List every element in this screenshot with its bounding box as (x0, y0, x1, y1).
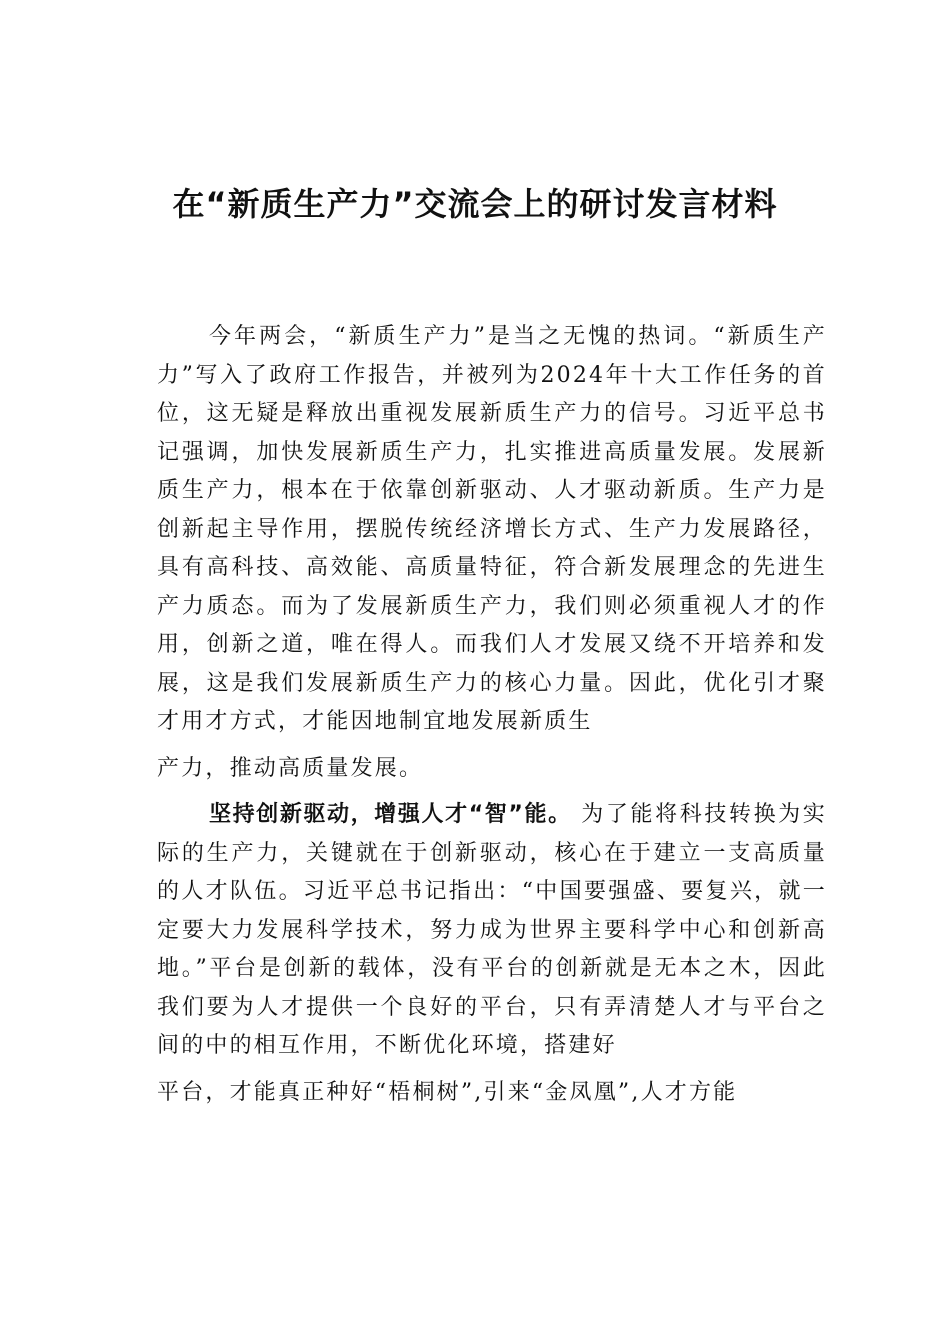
paragraph-innovation-text: 为了能将科技转换为实际的生产力，关键就在于创新驱动，核心在于建立一支高质量的人才队伍。习近平总书记指出：“中国要强盛、要复兴，就一定要大力发展科学技术，努力成为世界主要科学中心和创新高地。”平台是创新的载体，没有平台的创新就是无本之木，因此我们要为人才提供一个良好的平台，只有弄清楚人才与平台之间的中的相互作用，不断优化环境，搭建好 (157, 802, 827, 1058)
document-title: 在“新质生产力”交流会上的研讨发言材料 (172, 185, 778, 223)
paragraph-intro-last-line: 产力，推动高质量发展。 (157, 755, 424, 781)
paragraph-innovation-heading: 坚持创新驱动，增强人才“智”能。 (209, 802, 572, 827)
paragraph-intro-text: 今年两会，“新质生产力”是当之无愧的热词。“新质生产力”写入了政府工作报告，并被列为2024年十大工作任务的首位，这无疑是释放出重视发展新质生产力的信号。习近平总书记强调，加快发展新质生产力，扎实推进高质量发展。发展新质生产力，根本在于依靠创新驱动、人才驱动新质。生产力是创新起主导作用，摆脱传统经济增长方式、生产力发展路径，具有高科技、高效能、高质量特征，符合新发展理念的先进生产力质态。而为了发展新质生产力，我们则必须重视人才的作用，创新之道，唯在得人。而我们人才发展又绕不开培养和发展，这是我们发展新质生产力的核心力量。因此，优化引才聚才用才方式，才能因地制宜地发展新质生 (157, 324, 827, 734)
paragraph-intro (157, 318, 827, 788)
document-body (157, 318, 827, 1112)
paragraph-innovation-last-line: 平台，才能真正种好“梧桐树”,引来“金凤凰”,人才方能 (157, 1079, 738, 1105)
paragraph-innovation (157, 796, 827, 1112)
